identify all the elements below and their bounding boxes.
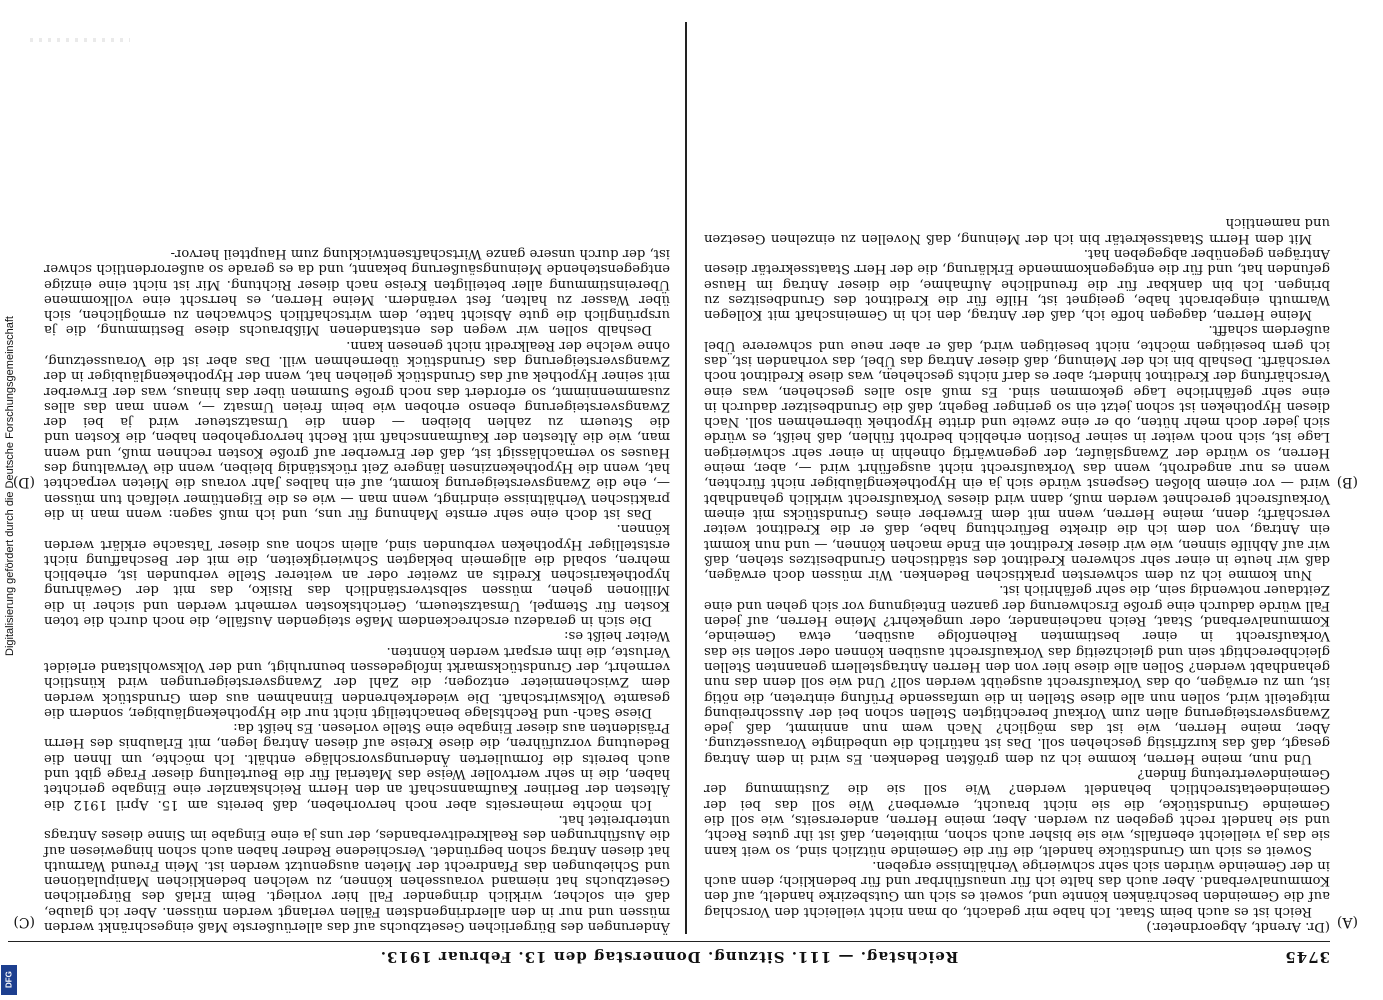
paragraph: Nun komme ich zu dem schwersten praktischen Bedenken. Wir müssen doch erwägen, daß wir heute in einer sehr schweren Kreditnot des städtischen Grundbesitzes stehen, daß wir auf Abhilfe sinnen, wie wir dieser Kreditnot ein Ende machen können, — und nun kommt ein Antrag, von dem ich die direkte Befürchtung habe, daß er die Kreditnot weiter verschärft; denn, meine Herren, wenn mit dem Erwerber eines Grundstücks mit einem Vorkaufsrecht gerechnet werden muß, dann wird dieses Vorkaufsrecht wirklich gehandhabt wird — vor einem bloßen Gespenst würde sich ja ein Hypothekengläubiger nicht fürchten, wenn es nur angedroht, wenn das Vorkaufsrecht nicht ausgeführt wird —, aber, meine Herren, so würde der Zwangsläufer, der gegenwärtig ohnehin in einer sehr schwierigen Lage ist, sich noch weiter in seiner Position erheblich bedroht fühlen, daß heißt, es würde sich jeder doch mehr hüten, ob er eine zweite und dritte Hypothek übernehmen soll. Nach diesen Hypotheken ist schon jetzt ein so geringer Begehr, daß die Grundbesitzer dadurch in eine sehr gefährliche Lage gekommen sind. Es muß also alles geschehen, was eine Verschärfung der Kreditnot hindert; aber es darf nichts geschehen, was diese Kreditnot noch verschärft. Deshalb bin ich der Meinung, daß dieser Antrag das Übel, das vorhanden ist, das ich gern beseitigen möchte, nicht beseitigen wird, daß er aber neue und schwerere Übel außerdem schafft. <box>704 322 1330 583</box>
paragraph: Soweit es sich um Grundstücke handelt, die für die Gemeinde nützlich sind, so weit kann sie das ja vielleicht ebenfalls, wie sie bisher auch schon, mitbieten, daß ist ihr gutes Recht, und sie handelt recht gegeben zu werden. Aber, meine Herren, andererseits, wie soll die Gemeinde Grundstücke, die sie nicht braucht, erwerben? Wie soll das bei der Gemeindeetatsrechtlich behandelt werden? Wie soll sie die Zustimmung der Gemeindevertretung finden? <box>704 766 1330 858</box>
left-column <box>704 26 1330 934</box>
speaker-line: (Dr. Arendt, Abgeordneter.) <box>1146 919 1330 934</box>
paragraph: Ich möchte meinerseits aber noch hervorheben, daß bereits am 15. April 1912 die Ältesten der Berliner Kaufmannschaft an den Herrn Reichskanzler eine Eingabe gerichtet haben, die in sehr wertvoller Weise das Material für die Beurteilung dieser Frage gibt und auch bereits die formulierten Änderungsvorschläge enthält. Ich möchte, um Ihnen die Bedeutung vorzuführen, die diese Kreise auf diesen Antrag legen, mit Erlaubnis des Herrn Präsidenten aus dieser Eingabe eine Stelle vorlesen. Es heißt da: <box>44 720 670 812</box>
margin-mark-a: (A) <box>1336 914 1358 930</box>
paragraph: Mit dem Herrn Staatssekretär bin ich der Meinung, daß Novellen zu einzelnen Gesetzen und namentlich <box>704 215 1330 246</box>
margin-mark-b: (B) <box>1336 474 1358 490</box>
paragraph: Und nun, meine Herren, komme ich zu dem größten Bedenken. Es wird in dem Antrag gesagt, daß das kurzfristig geschehen soll. Das ist natürlich die unbedingte Voraussetzung. Aber, meine Herren, wie ist das möglich? Nach wem nun annimmt, daß jede Zwangsversteigerung allen zum Vorkauf berechtigten Stellen schon bei der Ausschreibung mitgeteilt wird, sollen nun alle diese Stellen in die umfassende Prüfung eintreten, die nötig ist, um zu erwägen, ob das Vorkaufsrecht ausgeübt werden soll? Und wie soll denn das nun gehandhabt werden? Sollen alle diese hier von den Herren Antragstellern genannten Stellen gleichberechtigt sein und gleichzeitig das Vorkaufsrecht ausüben können oder sollen sie das Vorkaufsrecht in einer bestimmten Reihenfolge ausüben, etwa Gemeinde, Kommunalverband, Staat, Reich nacheinander, oder umgekehrt? Meine Herren, auf jeden Fall würde dadurch eine große Erschwerung der ganzen Enteignung vor sich gehen und eine Zeitdauer notwendig sein, die sehr gefährlich ist. <box>704 582 1330 766</box>
margin-mark-d: (D) <box>12 474 35 490</box>
margin-mark-c: (C) <box>13 914 35 930</box>
quotation: Diese Sach- und Rechtslage benachteiligt nicht nur die Hypothekengläubiger, sondern die gesamte Volkswirtschaft. Die wiederkehrenden Einnahmen aus dem Grundstück werden dem Zwischenmieter entzogen; die Zahl der Zwangsversteigerungen wird künstlich vermehrt, der Grundstücksmarkt infolgedessen beunruhigt, und der Volkswohlstand erleidet Verluste, die ihm erspart werden könnten. <box>44 643 670 720</box>
scanned-page <box>8 22 1358 970</box>
quotation: Die sich in geradezu erschreckendem Maße steigenden Ausfälle, die noch durch die toten Kosten für Stempel, Umsatzsteuern, Gerichtskosten vermehrt werden und sicher in die Millionen gehen, müssen selbstverständlich das Risiko, das mit der Gewährung hypothekarischen Kredits an zweiter oder an weiterer Stelle verbunden ist, erheblich mehren, sobald die allgemein beklagten Schwierigkeiten, die mit der Beschaffung nicht erststelliger Hypotheken verbunden sind, allein schon aus dieser Tatsache erklärt werden können. <box>44 521 670 629</box>
rotated-page-content <box>8 22 1358 970</box>
funding-note: Digitalisierung gefördert durch die Deutsche Forschungsgemeinschaft <box>4 316 16 656</box>
paragraph: Reich ist es auch beim Staat. Ich habe mir gedacht, ob man nicht vielleicht den Vorschlag auf die Gemeinden beschränken könnte und, soweit es sich um Gutsbezirke handelt, auf den Kommunalverband. Aber auch das halte ich für unausführbar und für bedenklich; denn auch in der Gemeinde würden sich sehr schwierige Verhältnisse ergeben. <box>704 857 1330 919</box>
paragraph: Deshalb sollen wir wegen des entstandenen Mißbrauchs diese Bestimmung, die ja ursprünglich die gute Absicht hatte, dem wirtschaftlich Schwachen zu ermöglichen, sich über Wasser zu halten, fest verändern. Meine Herren, es herrscht eine vollkommene Übereinstimmung aller beteiligten Kreise nach dieser Richtung. Mir ist nicht eine einzige entgegenstehende Meinungsäußerung bekannt, und da es gerade so außerordentlich schwer ist, der durch unsere ganze Wirtschaftsentwicklung zum Hauptteil hervor- <box>44 245 670 338</box>
page-header-title: Reichstag. — 111. Sitzung. Donnerstag den 13. Februar 1913. <box>379 948 959 966</box>
page-header <box>8 944 1330 970</box>
paragraph: Das ist doch eine sehr ernste Mahnung für uns, und ich muß sagen: wenn man in die praktischen Verhältnisse eindringt, wenn man — wie es die Eigentümer vielfach tun müssen —, ehe die Zwangsversteigerung kommt, auf ein halbes Jahr voraus die Mieten verpachtet hat, wenn die Hypothekenzinsen längere Zeit rückständig bleiben, wenn die Verwaltung des Hauses so vernachlässigt ist, daß der Erwerber auf große Kosten rechnen muß, und wenn man, wie die Ältesten der Kaufmannschaft mit Recht hervorgehoben haben, die Kosten und die Steuern zu zahlen bleiben — denn die Umsatzsteuer wird ja bei der Zwangsversteigerung ebenso erhoben wie beim freien Umsatz —, wenn man das alles zusammennimmt, so erfordert das noch große Summen über das hinaus, was der Erwerber mit seiner Hypothek auf das Grundstück geliehen hat, wenn der Hypothekengläubiger in der Zwangsversteigerung das Grundstück übernehmen will. Das aber ist die Voraussetzung, ohne welche der Realkredit nicht genesen kann. <box>44 337 670 521</box>
paragraph: Weiter heißt es: <box>564 628 670 644</box>
header-rule <box>8 941 1330 942</box>
paragraph: Meine Herren, dagegen hoffe ich, daß der Antrag, den ich in Gemeinschaft mit Kollegen Warmuth eingebracht habe, geeignet ist, Hilfe für die Kreditnot des Grundbesitzes zu bringen. Ich bin dankbar für die freundliche Aufnahme, die dieser Antrag im Hause gefunden hat, und für die entgegenkommende Erklärung, die der Herr Staatssekretär diesen Anträgen gegenüber abgegeben hat. <box>704 245 1330 323</box>
page-number: 3745 <box>1284 948 1330 966</box>
right-column <box>44 26 670 934</box>
paragraph: Änderungen des Bürgerlichen Gesetzbuchs auf das allerüußerste Maß eingeschränkt werden müssen und nur in den allerdringendsten Fällen verlangt werden müssen. Aber ich glaube, daß ein solcher, wirklich dringender Fall hier vorliegt. Beim Erlaß des Bürgerlichen Gesetzbuchs hat niemand voraussehen können, zu welchen bedenklichen Manipulationen und Schiebungen das Pfandrecht der Mieten ausgenutzt werden ist. Mein Freund Warmuth hat diesen Antrag schon begründet. Verschiedene Redner haben auch schon hingewiesen auf die Ausführungen des Realkreditverbandes, der uns ja eine Eingabe im Sinne dieses Antrags unterbreitet hat. <box>44 811 670 934</box>
dfg-logo: DFG <box>1 965 17 995</box>
column-divider <box>686 22 688 934</box>
